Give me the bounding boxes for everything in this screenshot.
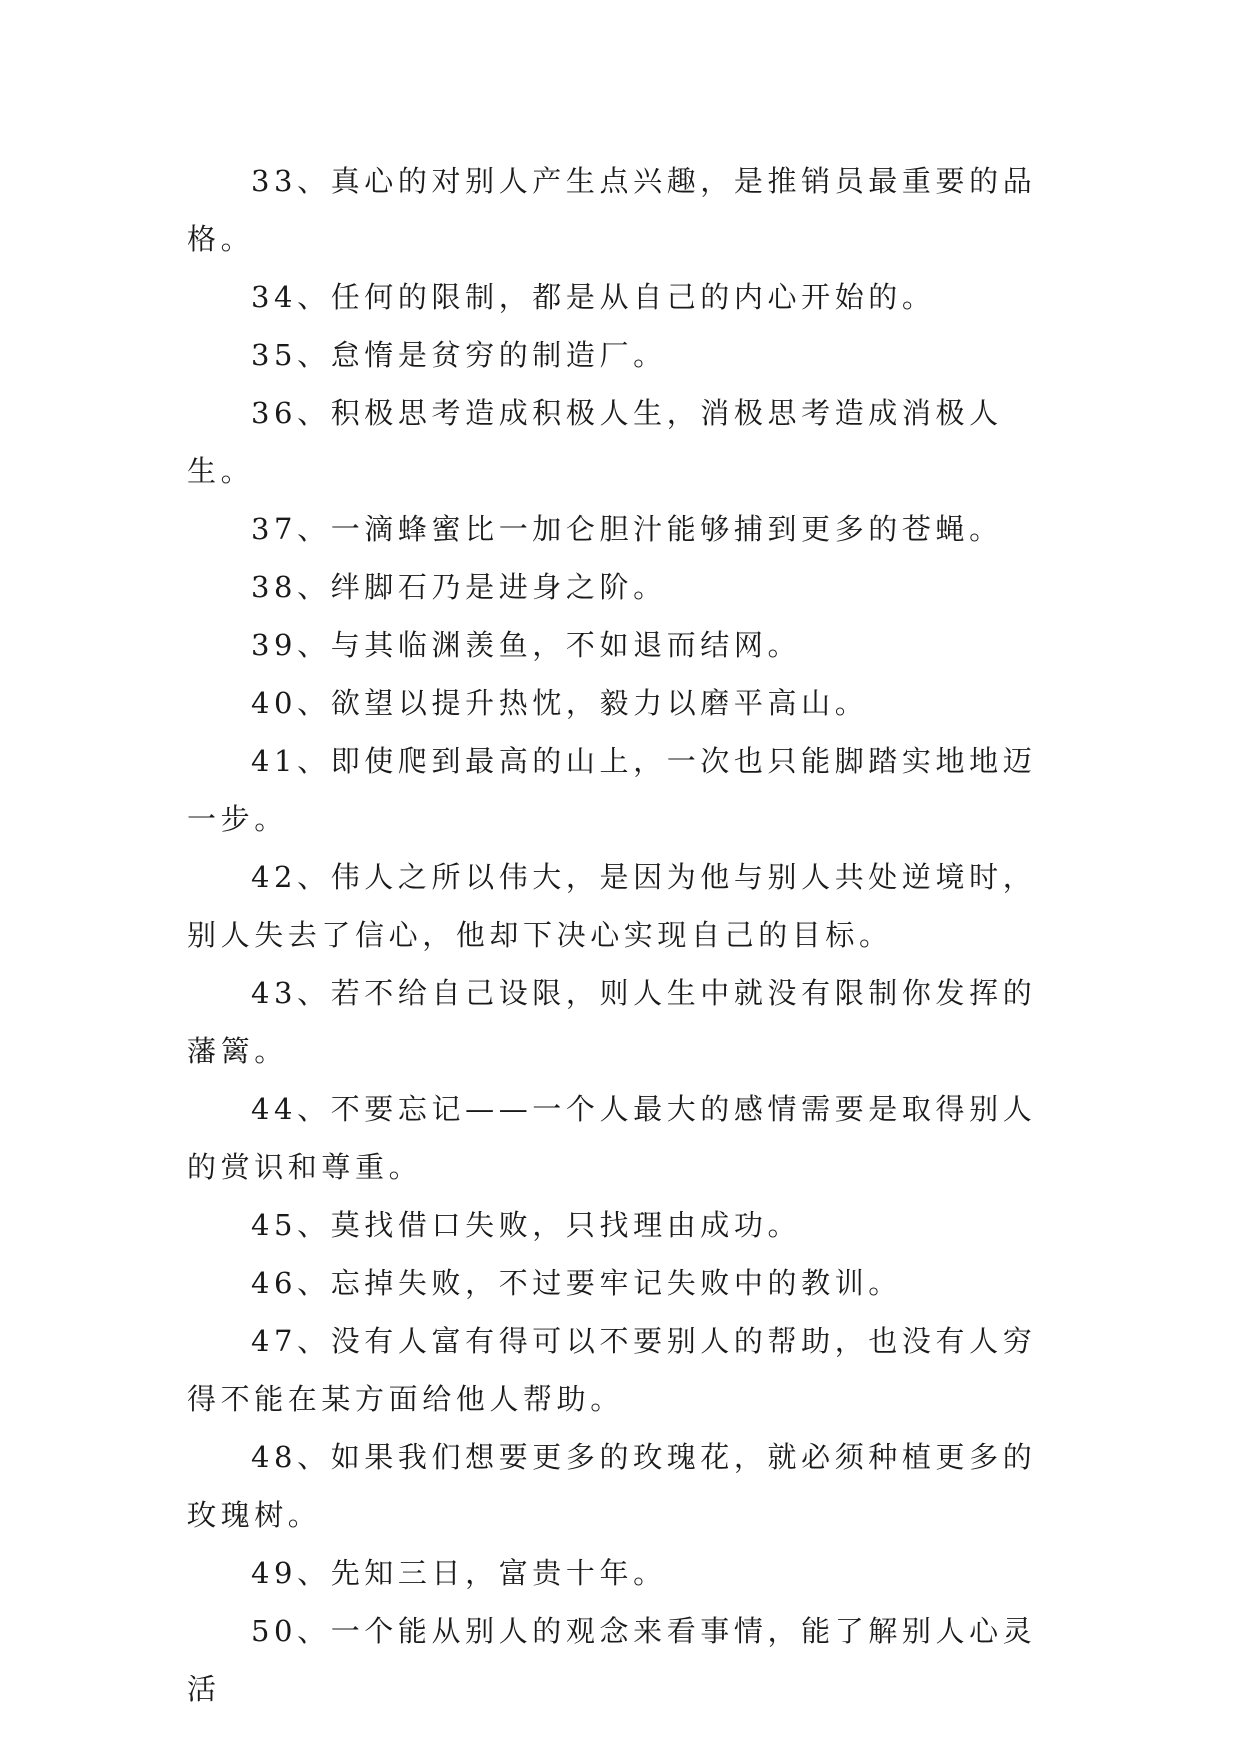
quote-paragraph: 43、若不给自己设限，则人生中就没有限制你发挥的藩篱。 (187, 976, 1037, 1068)
quote-paragraph: 35、怠惰是贫穷的制造厂。 (251, 338, 667, 372)
document-body (187, 152, 1067, 1718)
quote-paragraph: 44、不要忘记——一个人最大的感情需要是取得别人的赏识和尊重。 (187, 1092, 1037, 1184)
quote-paragraph: 36、积极思考造成积极人生，消极思考造成消极人生。 (187, 396, 1003, 488)
quote-paragraph: 39、与其临渊羡鱼，不如退而结网。 (251, 628, 802, 662)
quote-paragraph: 33、真心的对别人产生点兴趣，是推销员最重要的品格。 (187, 164, 1037, 256)
quote-paragraph: 42、伟人之所以伟大，是因为他与别人共处逆境时，别人失去了信心，他却下决心实现自己的目标。 (187, 860, 1037, 952)
quote-paragraph: 47、没有人富有得可以不要别人的帮助，也没有人穷得不能在某方面给他人帮助。 (187, 1324, 1037, 1416)
quote-paragraph: 37、一滴蜂蜜比一加仑胆汁能够捕到更多的苍蝇。 (251, 512, 1003, 546)
quote-paragraph: 46、忘掉失败，不过要牢记失败中的教训。 (251, 1266, 902, 1300)
quote-paragraph: 38、绊脚石乃是进身之阶。 (251, 570, 667, 604)
quote-paragraph: 40、欲望以提升热忱，毅力以磨平高山。 (251, 686, 869, 720)
quote-paragraph: 49、先知三日，富贵十年。 (251, 1556, 667, 1590)
quote-paragraph: 45、莫找借口失败，只找理由成功。 (251, 1208, 802, 1242)
quote-paragraph: 50、一个能从别人的观念来看事情，能了解别人心灵活 (187, 1614, 1037, 1706)
quote-paragraph: 34、任何的限制，都是从自己的内心开始的。 (251, 280, 936, 314)
quote-paragraph: 48、如果我们想要更多的玫瑰花，就必须种植更多的玫瑰树。 (187, 1440, 1037, 1532)
quote-paragraph: 41、即使爬到最高的山上，一次也只能脚踏实地地迈一步。 (187, 744, 1037, 836)
